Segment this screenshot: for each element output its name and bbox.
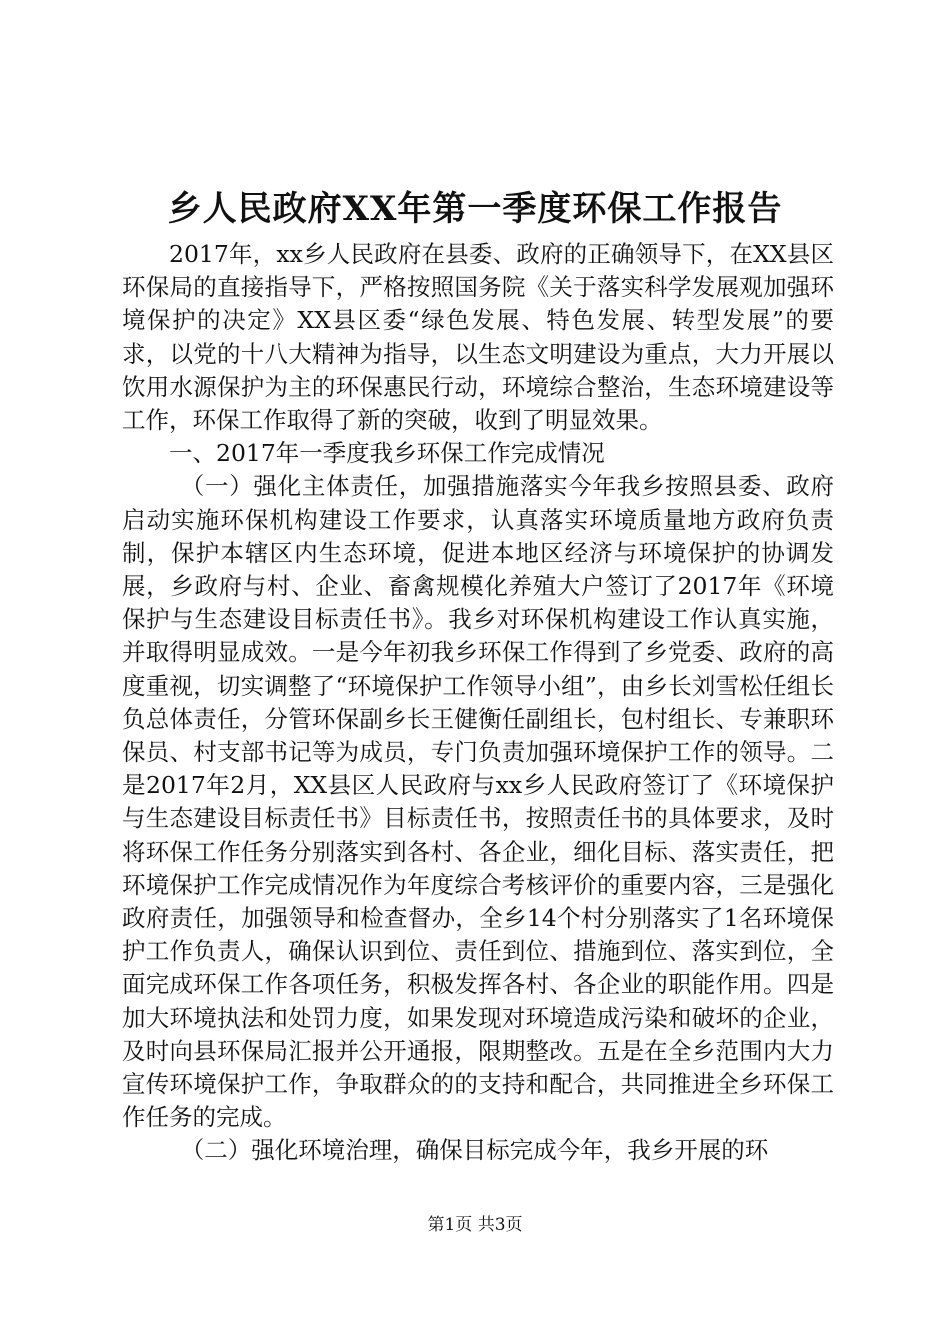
section-heading: 一、2017年一季度我乡环保工作完成情况 bbox=[169, 439, 605, 468]
document-title: 乡人民政府XX年第一季度环保工作报告 bbox=[167, 189, 783, 229]
paragraph-subsection-2: （二）强化环境治理，确保目标完成今年，我乡开展的环 bbox=[180, 1136, 769, 1165]
paragraph-intro: 2017年，xx乡人民政府在县委、政府的正确领导下，在XX县区环保局的直接指导下，严格按照国务院《关于落实科学发展观加强环境保护的决定》XX县区委“绿色发展、特色发展、转型发展”的要求，以党的十八大精神为指导，以生态文明建设为重点，大力开展以饮用水源保护为主的环保惠民行动，环境综合整治，生态环境建设等工作，环保工作取得了新的突破，收到了明显效果。 bbox=[122, 240, 834, 435]
page-footer: 第1页 共3页 bbox=[427, 1215, 523, 1235]
document-body bbox=[122, 238, 834, 1168]
paragraph-subsection-1: （一）强化主体责任，加强措施落实今年我乡按照县委、政府启动实施环保机构建设工作要求，认真落实环境质量地方政府负责制，保护本辖区内生态环境，促进本地区经济与环境保护的协调发展，乡政府与村、企业、畜禽规模化养殖大户签订了2017年《环境保护与生态建设目标责任书》。我乡对环保机构建设工作认真实施，并取得明显成效。一是今年初我乡环保工作得到了乡党委、政府的高度重视，切实调整了“环境保护工作领导小组”，由乡长刘雪松任组长负总体责任，分管环保副乡长王健衡任副组长，包村组长、专兼职环保员、村支部书记等为成员，专门负责加强环境保护工作的领导。二是2017年2月，XX县区人民政府与xx乡人民政府签订了《环境保护与生态建设目标责任书》目标责任书，按照责任书的具体要求，及时将环保工作任务分别落实到各村、各企业，细化目标、落实责任，把环境保护工作完成情况作为年度综合考核评价的重要内容，三是强化政府责任，加强领导和检查督办，全乡14个村分别落实了1名环境保护工作负责人，确保认识到位、责任到位、措施到位、落实到位，全面完成环保工作各项任务，积极发挥各村、各企业的职能作用。四是加大环境执法和处罚力度，如果发现对环境造成污染和破坏的企业，及时向县环保局汇报并公开通报，限期整改。五是在全乡范围内大力宣传环境保护工作，争取群众的的支持和配合，共同推进全乡环保工作任务的完成。 bbox=[122, 472, 834, 1132]
